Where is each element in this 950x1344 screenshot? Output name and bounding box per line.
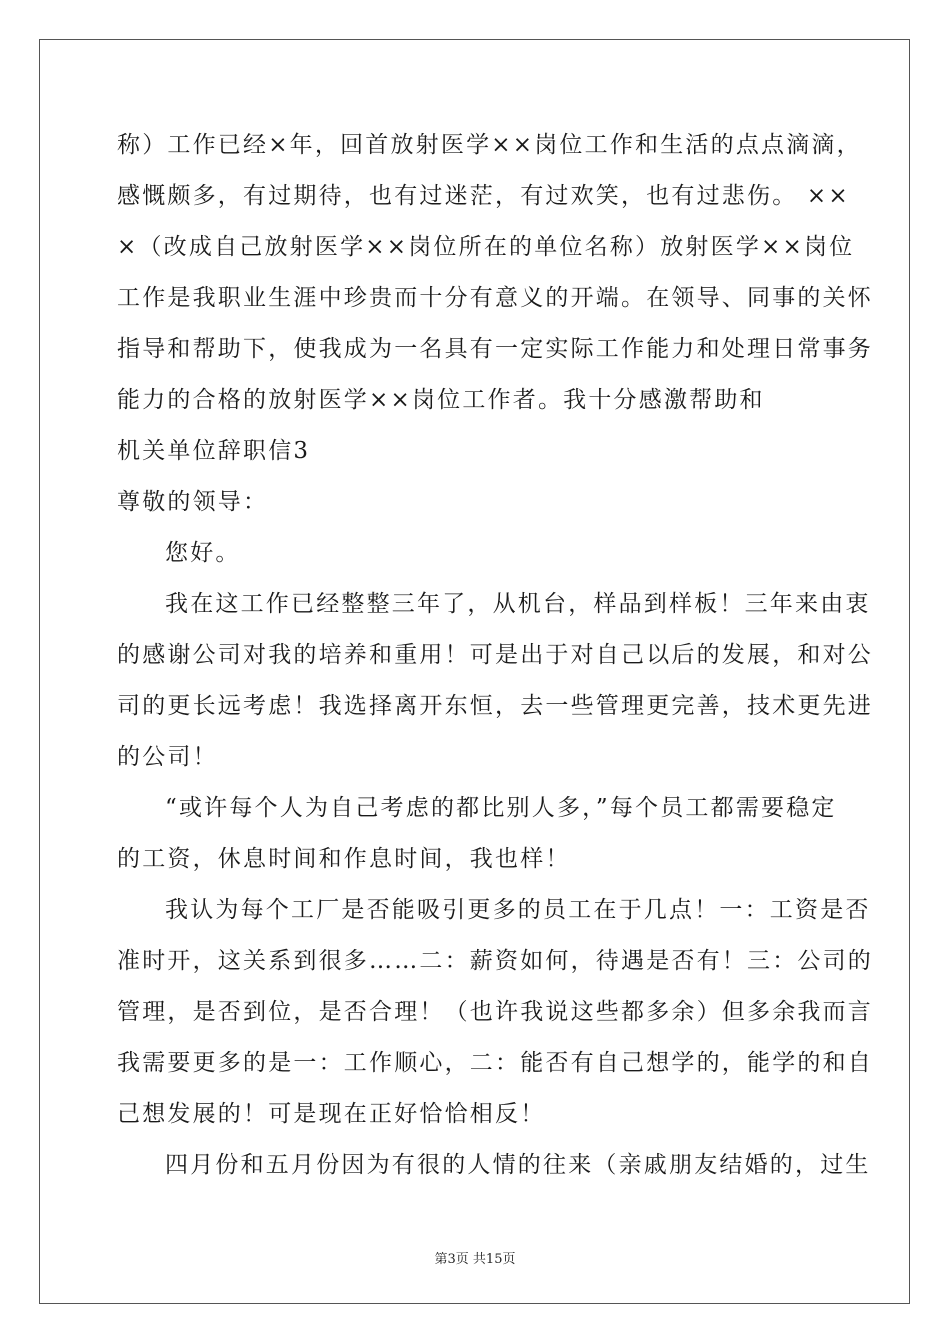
- text-line: 四月份和五月份因为有很的人情的往来（亲戚朋友结婚的，过生: [165, 1152, 871, 1178]
- document-body: [117, 120, 873, 1191]
- text-line: 管理，是否到位，是否合理！（也许我说这些都多余）但多余我而言: [117, 999, 873, 1025]
- text-line: 的感谢公司对我的培养和重用！可是出于对自己以后的发展，和对公: [117, 642, 873, 668]
- text-line: 我认为每个工厂是否能吸引更多的员工在于几点！一：工资是否: [165, 897, 871, 923]
- text-line: 工作是我职业生涯中珍贵而十分有意义的开端。在领导、同事的关怀: [117, 285, 873, 311]
- text-line: 我需要更多的是一：工作顺心，二：能否有自己想学的，能学的和自: [117, 1050, 873, 1076]
- text-line: 司的更长远考虑！我选择离开东恒，去一些管理更完善，技术更先进: [117, 693, 873, 719]
- text-line: 己想发展的！可是现在正好恰恰相反！: [117, 1101, 546, 1127]
- text-line: 机关单位辞职信3: [117, 438, 311, 464]
- text-line: 尊敬的领导：: [117, 489, 269, 515]
- text-line: 的公司！: [117, 744, 218, 770]
- text-line: 的工资，休息时间和作息时间，我也样！: [117, 846, 571, 872]
- text-line: ×（改成自己放射医学××岗位所在的单位名称）放射医学××岗位: [117, 234, 855, 260]
- text-line: 称）工作已经×年，回首放射医学××岗位工作和生活的点点滴滴，: [117, 132, 862, 158]
- text-line: “或许每个人为自己考虑的都比别人多，”每个员工都需要稳定: [165, 795, 837, 821]
- text-line: 能力的合格的放射医学××岗位工作者。我十分感激帮助和: [117, 387, 765, 413]
- text-line: 感慨颇多，有过期待，也有过迷茫，有过欢笑，也有过悲伤。 ××: [117, 183, 850, 209]
- text-line: 指导和帮助下，使我成为一名具有一定实际工作能力和处理日常事务: [117, 336, 873, 362]
- text-line: 准时开，这关系到很多……二：薪资如何，待遇是否有！三：公司的: [117, 948, 873, 974]
- page-number-footer: 第3页 共15页: [434, 1252, 516, 1267]
- text-line: 您好。: [165, 540, 241, 566]
- text-line: 我在这工作已经整整三年了，从机台，样品到样板！三年来由衷: [165, 591, 871, 617]
